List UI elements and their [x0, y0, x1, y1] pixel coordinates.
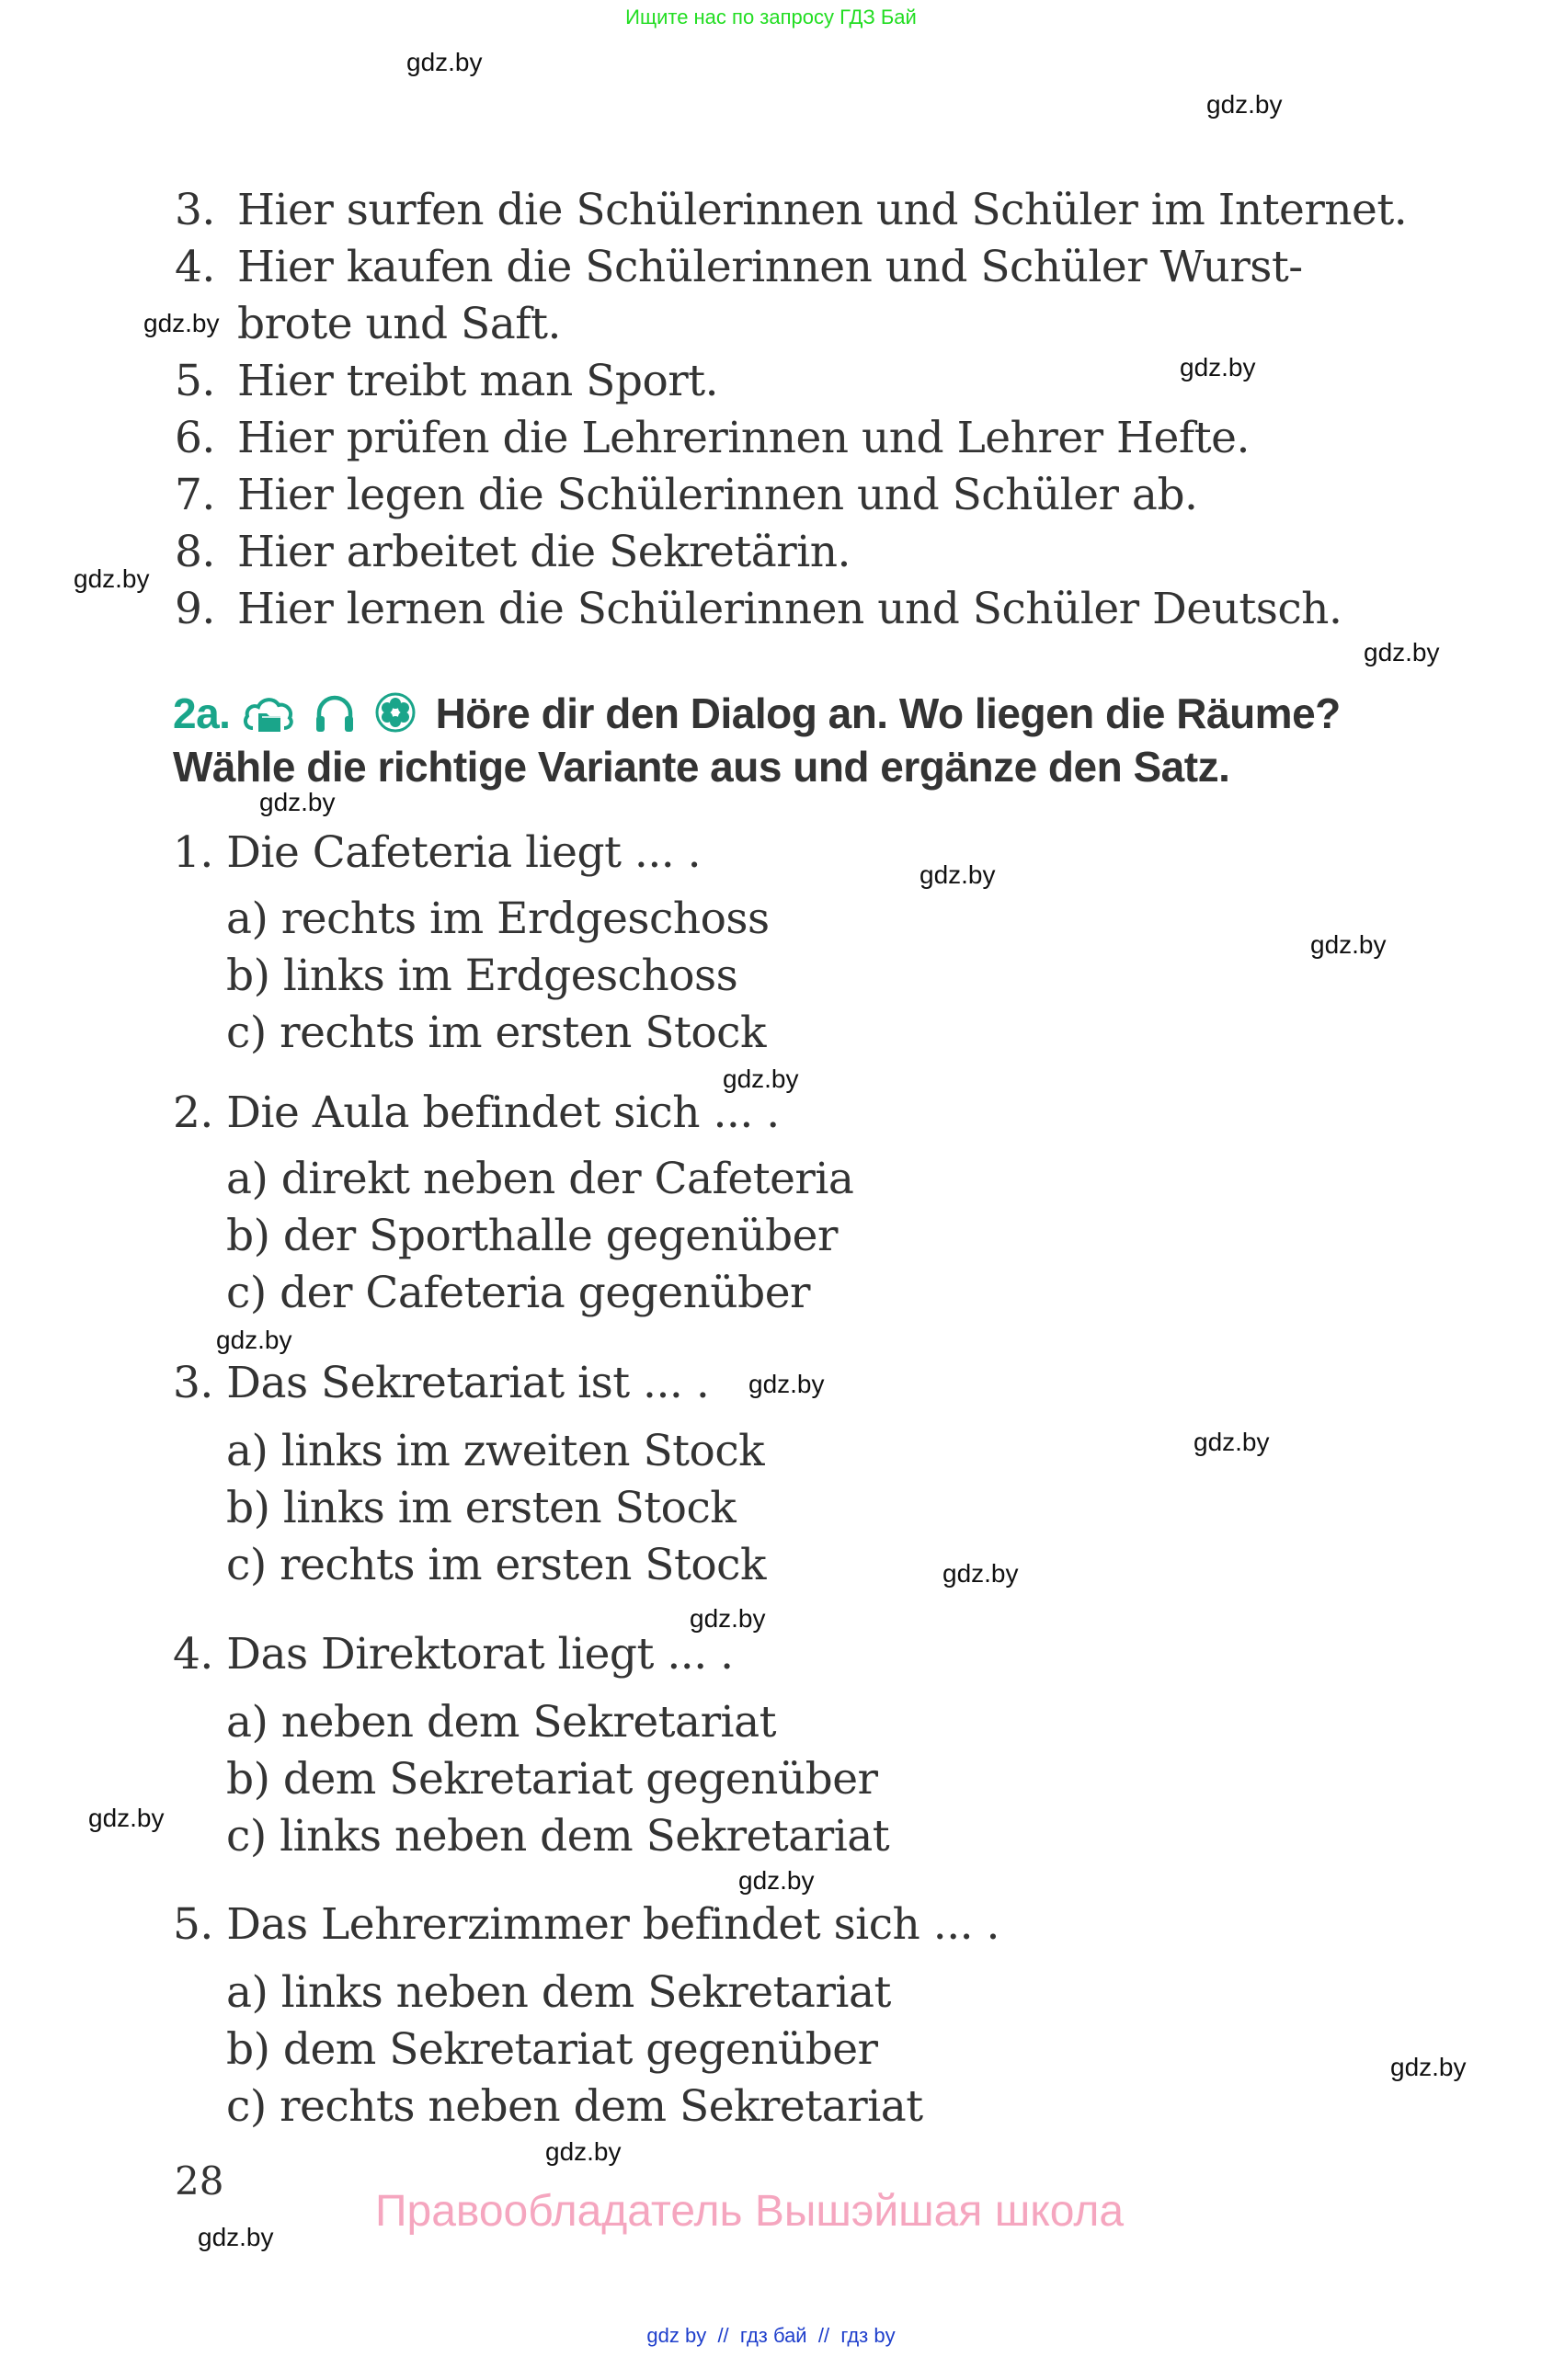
option: a) neben dem Sekretariat — [226, 1697, 776, 1748]
watermark: gdz.by — [198, 2223, 274, 2251]
option: c) rechts im ersten Stock — [226, 1540, 766, 1590]
option: b) dem Sekretariat gegenüber — [226, 2024, 878, 2075]
list-item: 8. Hier arbeitet die Sekretärin. — [175, 527, 851, 577]
question-block — [173, 1626, 889, 1865]
link-separator: // — [717, 2324, 729, 2347]
question-block — [173, 1355, 766, 1594]
list-item: 5. Hier treibt man Sport. — [175, 356, 719, 406]
option: c) rechts im ersten Stock — [226, 1008, 766, 1058]
watermark: gdz.by — [143, 309, 220, 337]
option: a) rechts im Erdgeschoss — [226, 894, 770, 944]
question: 2. Die Aula befindet sich ... . — [173, 1088, 780, 1138]
exercise-heading — [173, 686, 1341, 746]
watermark: gdz.by — [748, 1370, 825, 1398]
watermark: gdz.by — [88, 1804, 165, 1832]
headphones-icon — [314, 691, 356, 746]
list-item: 6. Hier prüfen die Lehrerinnen und Lehrer Hefte. — [175, 413, 1250, 463]
question-block — [173, 1085, 853, 1322]
option: b) links im Erdgeschoss — [226, 951, 738, 1001]
exercise-number: 2a. — [173, 689, 231, 737]
list-item: 3. Hier surfen die Schülerinnen und Schüler im Internet. — [175, 185, 1408, 235]
watermark: gdz.by — [259, 788, 336, 816]
question-block — [173, 1896, 999, 2135]
question: 5. Das Lehrerzimmer befindet sich ... . — [173, 1899, 999, 1950]
option: b) der Sporthalle gegenüber — [226, 1211, 838, 1261]
option: a) direkt neben der Cafeteria — [226, 1154, 854, 1204]
list-item: 7. Hier legen die Schülerinnen und Schüler ab. — [175, 470, 1198, 520]
option: a) links im zweiten Stock — [226, 1426, 765, 1476]
footer-link-gdz-by[interactable]: gdz by — [646, 2324, 707, 2347]
list-item: 4. Hier kaufen die Schülerinnen und Schüler Wurst- — [175, 242, 1303, 292]
watermark: gdz.by — [1310, 930, 1387, 959]
cloud-folder-icon — [242, 691, 295, 746]
watermark: gdz.by — [1194, 1428, 1270, 1456]
option: b) dem Sekretariat gegenüber — [226, 1754, 878, 1805]
watermark: gdz.by — [74, 564, 150, 593]
room-list — [175, 182, 1407, 638]
question-block — [173, 825, 770, 1062]
watermark: gdz.by — [919, 860, 996, 889]
link-separator: // — [817, 2324, 830, 2347]
watermark: gdz.by — [1364, 638, 1440, 666]
option: c) rechts neben dem Sekretariat — [226, 2081, 923, 2132]
watermark: gdz.by — [545, 2137, 622, 2166]
question: 1. Die Cafeteria liegt ... . — [173, 827, 702, 878]
list-item: 9. Hier lernen die Schülerinnen und Schüler Deutsch. — [175, 584, 1342, 634]
page-number: 28 — [175, 2158, 224, 2203]
watermark: gdz.by — [723, 1065, 799, 1093]
option: c) links neben dem Sekretariat — [226, 1811, 890, 1862]
watermark: gdz.by — [942, 1559, 1019, 1588]
watermark: gdz.by — [406, 48, 483, 76]
list-item: brote und Saft. — [237, 299, 561, 349]
watermark: gdz.by — [738, 1866, 815, 1895]
exercise-title-line1: Höre dir den Dialog an. Wo liegen die Räume? — [435, 689, 1341, 737]
question: 3. Das Sekretariat ist ... . — [173, 1358, 710, 1408]
option: c) der Cafeteria gegenüber — [226, 1268, 810, 1318]
watermark: gdz.by — [1390, 2053, 1467, 2081]
option: b) links im ersten Stock — [226, 1483, 737, 1533]
question: 4. Das Direktorat liegt ... . — [173, 1629, 734, 1680]
copyright-notice: Правообладатель Вышэйшая школа — [375, 2187, 1125, 2236]
footer-links — [0, 2324, 1542, 2348]
search-hint-link[interactable]: Ищите нас по запросу ГДЗ Бай — [625, 6, 917, 28]
exercise-title-line2: Wähle die richtige Variante aus und ergänze den Satz. — [173, 743, 1230, 791]
watermark: gdz.by — [690, 1604, 766, 1633]
watermark: gdz.by — [1180, 353, 1256, 381]
watermark: gdz.by — [216, 1326, 292, 1354]
flower-icon — [374, 691, 417, 746]
option: a) links neben dem Sekretariat — [226, 1967, 891, 2018]
watermark: gdz.by — [1206, 90, 1283, 119]
footer-link-gdz-by-cyr[interactable]: гдз by — [840, 2324, 896, 2347]
footer-link-gdz-bay[interactable]: гдз бай — [739, 2324, 807, 2347]
